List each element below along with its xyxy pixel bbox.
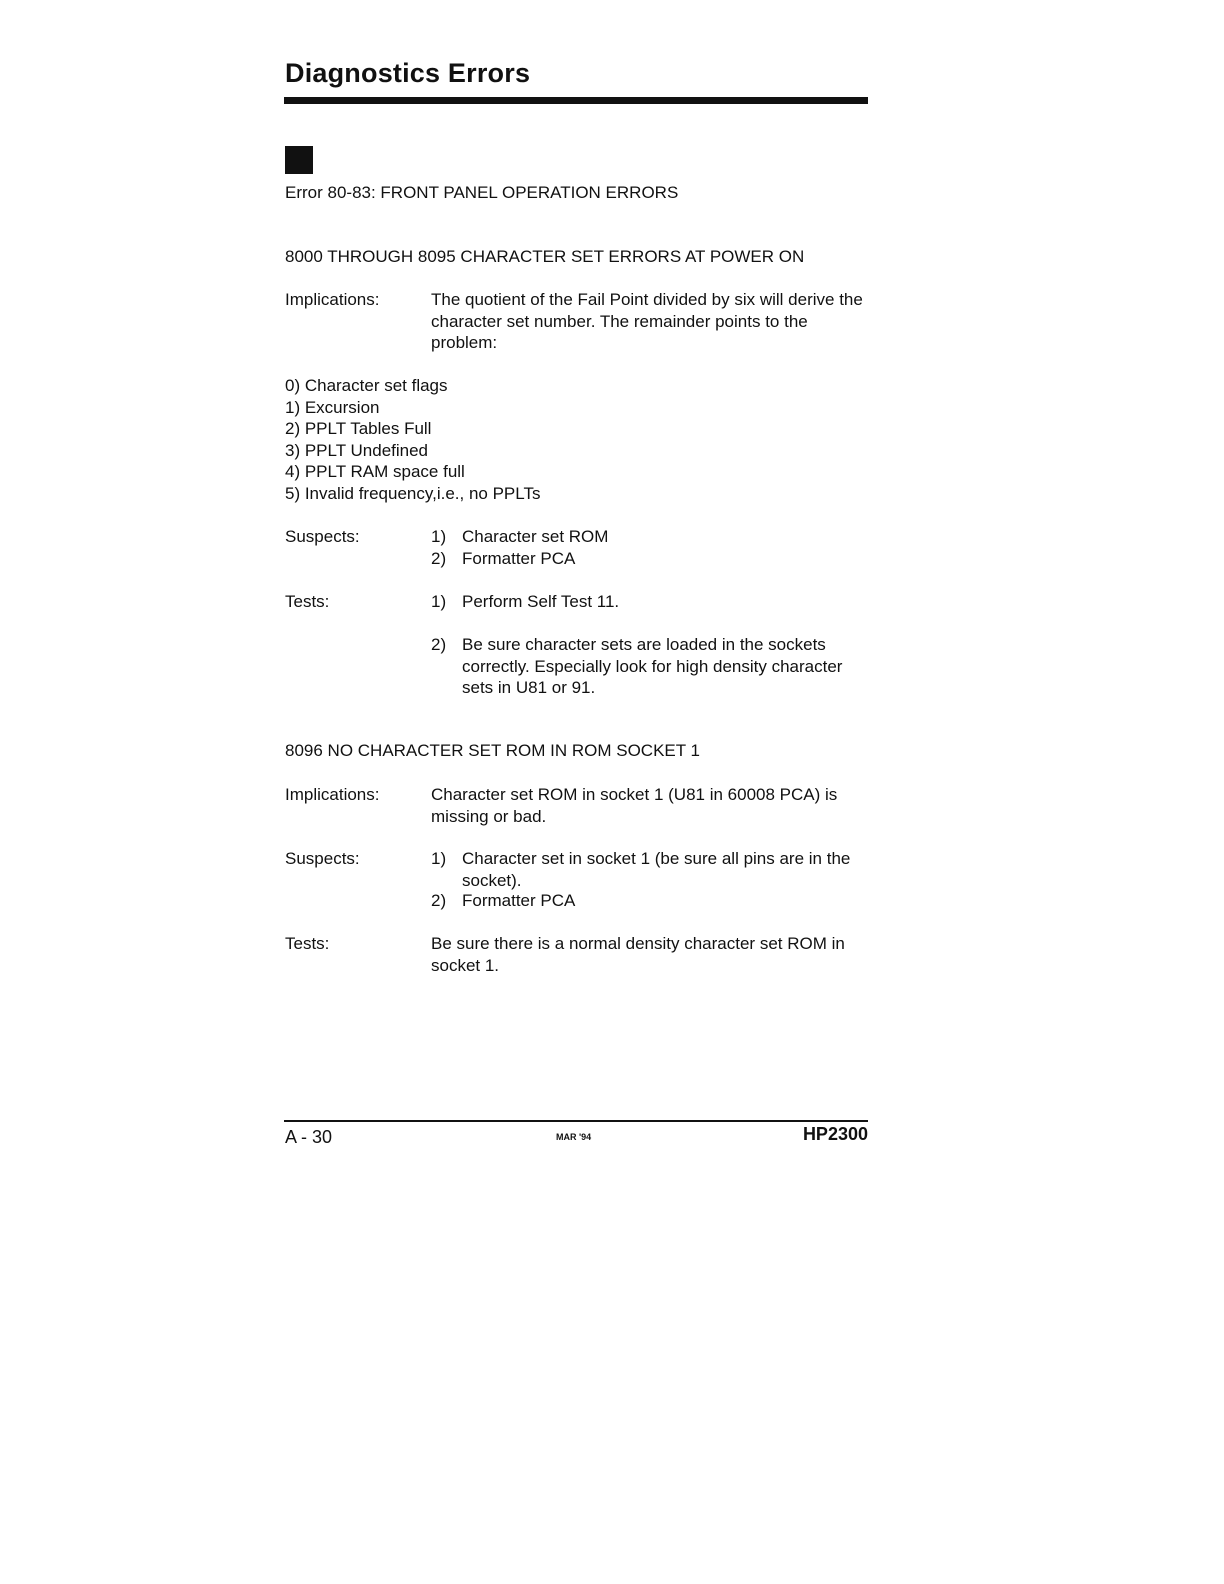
list-item: 4) PPLT RAM space full <box>285 462 465 481</box>
list-item: 2) PPLT Tables Full <box>285 419 432 438</box>
list-item-text: Formatter PCA <box>462 891 576 910</box>
list-item-number: 2) <box>431 891 447 910</box>
section-subtitle: Error 80-83: FRONT PANEL OPERATION ERRORS <box>285 183 679 202</box>
header-rule <box>284 97 868 104</box>
error-8096-implications-text: Character set ROM in socket 1 (U81 in 60008 PCA) is missing or bad. <box>431 785 838 826</box>
error-8096-suspects-label: Suspects: <box>285 849 360 868</box>
list-item-number: 1) <box>431 527 447 546</box>
footer-product-name: HP2300 <box>802 1124 868 1144</box>
list-item-number: 1) <box>431 849 447 868</box>
list-item-number: 2) <box>431 635 447 654</box>
error-8000-tests-label: Tests: <box>285 592 330 611</box>
error-8096-implications-label: Implications: <box>285 785 380 804</box>
footer-date: MAR '94 <box>556 1132 592 1142</box>
list-item-number: 2) <box>431 549 447 568</box>
page-title: Diagnostics Errors <box>285 58 531 88</box>
list-item-text: Perform Self Test 11. <box>462 592 620 611</box>
list-item: 1) Excursion <box>285 397 380 417</box>
error-8000-implications-label: Implications: <box>285 290 380 309</box>
footer-rule <box>284 1120 868 1122</box>
error-8096-tests-text: Be sure there is a normal density character set ROM in socket 1. <box>431 934 845 975</box>
list-item: 0) Character set flags <box>285 376 448 395</box>
error-8000-heading: 8000 THROUGH 8095 CHARACTER SET ERRORS AT POWER ON <box>285 247 805 266</box>
footer-page-number: A - 30 <box>285 1127 333 1147</box>
error-8000-suspects-label: Suspects: <box>285 527 360 546</box>
list-item-number: 1) <box>431 592 447 611</box>
list-item-text: Character set in socket 1 (be sure all pins are in the socket). <box>462 849 851 890</box>
list-item: 5) Invalid frequency,i.e., no PPLTs <box>285 483 541 503</box>
section-marker-square <box>285 146 313 174</box>
remainder-list <box>285 375 540 504</box>
error-8096-tests-label: Tests: <box>285 934 330 953</box>
error-8096-heading: 8096 NO CHARACTER SET ROM IN ROM SOCKET 1 <box>285 741 701 760</box>
list-item-text: Character set ROM <box>462 527 609 546</box>
error-8000-implications-text: The quotient of the Fail Point divided by six will derive the character set number. The remainder points to the problem: <box>431 290 863 352</box>
list-item: 3) PPLT Undefined <box>285 440 429 460</box>
list-item-text: Be sure character sets are loaded in the sockets correctly. Especially look for high density character sets in U81 or 91. <box>462 635 843 697</box>
list-item-text: Formatter PCA <box>462 549 576 568</box>
